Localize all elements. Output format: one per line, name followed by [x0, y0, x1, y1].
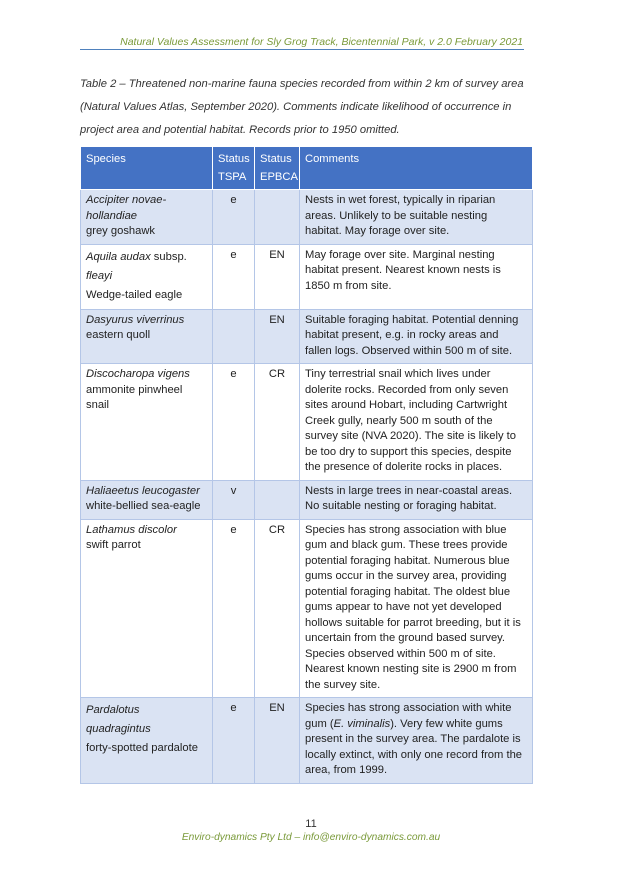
tspa-cell — [213, 309, 255, 364]
comment-cell: Nests in wet forest, typically in riparian areas. Unlikely to be suitable nesting habitat. May forage over site. — [300, 190, 533, 245]
species-cell — [81, 190, 213, 245]
comment-cell: Species has strong association with blue gum and black gum. These trees provide potential foraging habitat. Numerous blue gums occur in the survey area, providing potential foraging habitat. The oldest blue gums appear to have not yet developed hollows suitable for parrot breeding, but it is uncertain from the ground based survey. Species observed within 500 m of site. Nearest known nesting site is 2900 m from the survey site. — [300, 519, 533, 698]
species-cell — [81, 364, 213, 481]
subspecies-name: fleayi — [86, 269, 113, 282]
epbca-cell: EN — [255, 698, 300, 784]
comment-text: Species has strong association with white gum ( — [305, 702, 512, 730]
table-row — [81, 364, 533, 481]
epbca-cell — [255, 480, 300, 519]
comment-cell: Suitable foraging habitat. Potential denning habitat present, e.g. in rocky areas and fallen logs. Observed within 500 m of site. — [300, 309, 533, 364]
table-header-row — [81, 147, 533, 190]
running-header: Natural Values Assessment for Sly Grog Track, Bicentennial Park, v 2.0 February 2021 — [120, 36, 523, 48]
species-cell — [81, 519, 213, 698]
epbca-cell: CR — [255, 364, 300, 481]
tspa-cell: e — [213, 190, 255, 245]
species-cell — [81, 309, 213, 364]
scientific-name: Discocharopa vigens — [86, 368, 190, 380]
scientific-name: Pardalotus quadragintus — [86, 704, 151, 735]
comment-cell — [300, 698, 533, 784]
header-comments: Comments — [300, 147, 533, 190]
table-row — [81, 698, 533, 784]
species-cell — [81, 480, 213, 519]
comment-text-cont: ). Very few white gums present in the survey area. The pardalote is locally extinct, with only one record from the area, from 1999. — [305, 717, 523, 776]
table-row — [81, 519, 533, 698]
header-status-epbca: Status EPBCA — [255, 147, 300, 190]
table-row — [81, 190, 533, 245]
common-name: Wedge-tailed eagle — [86, 288, 183, 301]
tspa-cell: v — [213, 480, 255, 519]
species-cell — [81, 244, 213, 309]
table-caption: Table 2 – Threatened non-marine fauna species recorded from within 2 km of survey area (Natural Values Atlas, September 2020). Comments indicate likelihood of occurrence in project area and potential habitat. Records prior to 1950 omitted. — [80, 78, 524, 136]
scientific-name: Accipiter novae-hollandiae — [86, 194, 167, 222]
comment-italic-text: E. viminalis — [333, 717, 391, 730]
table-row — [81, 244, 533, 309]
comment-cell: May forage over site. Marginal nesting habitat present. Nearest known nests is 1850 m from site. — [300, 244, 533, 309]
table-row — [81, 480, 533, 519]
common-name: swift parrot — [86, 539, 141, 551]
tspa-cell: e — [213, 244, 255, 309]
common-name: grey goshawk — [86, 225, 156, 237]
tspa-cell: e — [213, 519, 255, 698]
tspa-cell: e — [213, 698, 255, 784]
epbca-cell: CR — [255, 519, 300, 698]
comment-cell: Tiny terrestrial snail which lives under dolerite rocks. Recorded from only seven sites around Hobart, including Cartwright Creek gully, nearly 500 m south of the survey site (NVA 2020). The site is likely to be too dry to support this species, despite the presence of dolerite rocks in places. — [300, 364, 533, 481]
header-species: Species — [81, 147, 213, 190]
common-name: white-bellied sea-eagle — [86, 500, 201, 512]
scientific-name: Lathamus discolor — [86, 523, 177, 536]
comment-cell: Nests in large trees in near-coastal areas. No suitable nesting or foraging habitat. — [300, 480, 533, 519]
scientific-name: Aquila audax — [86, 250, 151, 263]
common-name: ammonite pinwheel snail — [86, 383, 183, 411]
footer-company: Enviro-dynamics Pty Ltd – info@enviro-dynamics.com.au — [181, 832, 441, 843]
fauna-table — [80, 146, 533, 784]
header-rule — [80, 49, 524, 50]
tspa-cell: e — [213, 364, 255, 481]
page-number: 11 — [305, 818, 317, 830]
scientific-qualifier: subsp. — [150, 250, 187, 263]
table-row — [81, 309, 533, 364]
species-cell — [81, 698, 213, 784]
common-name: forty-spotted pardalote — [86, 742, 198, 754]
epbca-cell: EN — [255, 309, 300, 364]
epbca-cell: EN — [255, 244, 300, 309]
epbca-cell — [255, 190, 300, 245]
common-name: eastern quoll — [86, 329, 151, 341]
scientific-name: Haliaeetus leucogaster — [86, 484, 200, 497]
header-status-tspa: Status TSPA — [213, 147, 255, 190]
scientific-name: Dasyurus viverrinus — [86, 313, 185, 326]
